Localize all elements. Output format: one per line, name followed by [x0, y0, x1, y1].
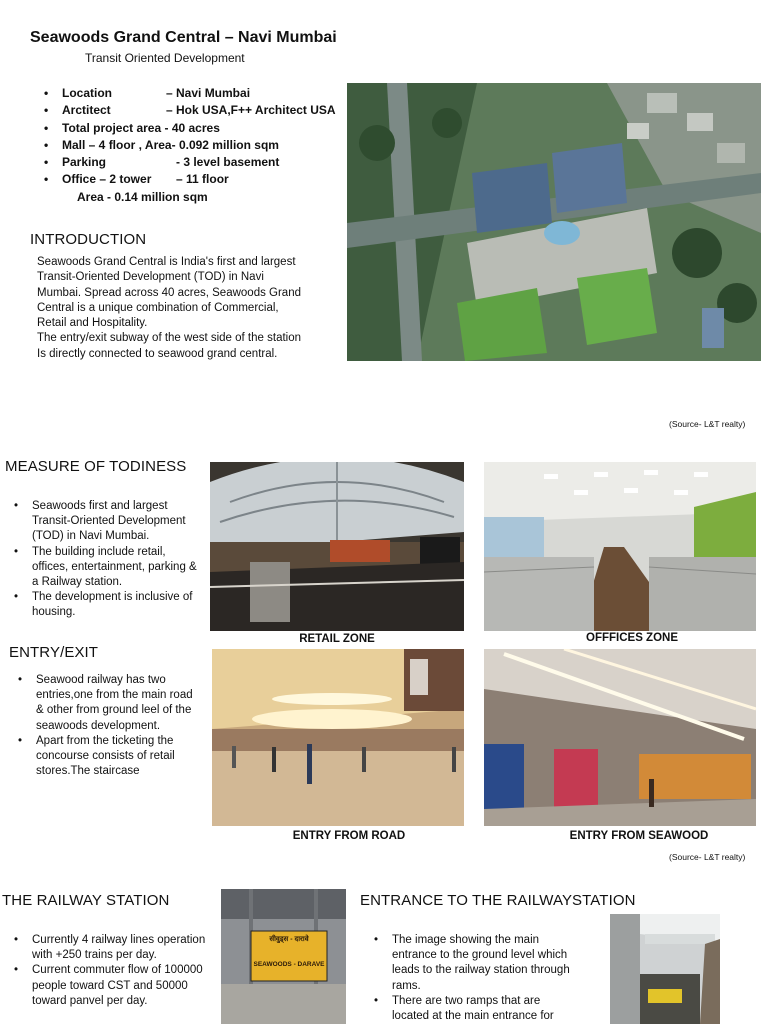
introduction-heading: INTRODUCTION	[30, 231, 147, 248]
intro-line: Mumbai. Spread across 40 acres, Seawoods Grand	[37, 286, 301, 299]
fact-value: – 11 floor	[176, 172, 229, 187]
fact-item	[44, 155, 336, 172]
fact-item	[44, 138, 336, 155]
intro-line: Transit-Oriented Development (TOD) in Navi	[37, 271, 264, 284]
sign-english-text: SEAWOODS - DARAVE	[253, 961, 325, 968]
fact-item	[44, 121, 336, 138]
fact-label: Office – 2 tower	[62, 172, 152, 187]
station-entrance-image	[610, 914, 720, 1024]
page-subtitle: Transit Oriented Development	[85, 51, 245, 65]
entry-exit-heading: ENTRY/EXIT	[9, 644, 99, 661]
offices-zone-image	[484, 462, 756, 631]
page-title: Seawoods Grand Central – Navi Mumbai	[30, 29, 337, 46]
fact-item	[44, 103, 336, 120]
aerial-render-image	[347, 83, 761, 361]
list-item: • Seawoods first and largest Transit-Oriented Development (TOD) in Navi Mumbai.	[14, 499, 200, 545]
caption-entry-from-seawood: ENTRY FROM SEAWOOD	[569, 830, 709, 842]
intro-line: The entry/exit subway of the west side of the station	[37, 332, 302, 345]
project-facts-list	[44, 86, 336, 207]
fact-item	[44, 190, 336, 207]
todiness-bullets	[14, 499, 200, 621]
railway-station-heading: THE RAILWAY STATION	[2, 892, 170, 909]
intro-line: Is directly connected to seawood grand central.	[37, 347, 278, 360]
intro-line: Central is a unique combination of Commercial,	[37, 301, 279, 314]
entry-exit-bullets	[18, 673, 198, 779]
fact-item	[44, 86, 336, 103]
fact-value: – Hok USA,F++ Architect USA	[166, 103, 336, 118]
intro-line: Seawoods Grand Central is India's first and largest	[37, 256, 296, 268]
caption-offices-zone: OFFFICES ZONE	[586, 632, 678, 644]
fact-value: – Navi Mumbai	[166, 86, 251, 100]
fact-item	[44, 172, 336, 189]
list-item: • Apart from the ticketing the concourse consists of retail stores.The staircase	[18, 734, 198, 780]
list-item: • Seawood railway has two entries,one from the main road & other from ground leel of the seawoods development.	[18, 673, 198, 734]
entry-from-seawood-image	[484, 649, 756, 826]
list-item: • The building include retail, offices, entertainment, parking & a Railway station.	[14, 545, 200, 591]
fact-value: - 3 level basement	[176, 155, 280, 170]
entry-from-road-image	[212, 649, 464, 826]
source-note: (Source- L&T realty)	[669, 419, 746, 429]
fact-value: 0.14 million sqm	[114, 189, 208, 204]
fact-label: Arctitect	[62, 103, 111, 118]
fact-label: Parking	[62, 155, 107, 170]
fact-value: 0.092 million sqm	[178, 137, 279, 152]
caption-retail-zone: RETAIL ZONE	[299, 633, 375, 645]
source-note: (Source- L&T realty)	[669, 852, 746, 862]
list-item: • Currently 4 railway lines operation with +250 trains per day.	[14, 933, 214, 963]
fact-value: 40 acres	[171, 120, 220, 135]
fact-label: Mall – 4 floor , Area-	[62, 137, 176, 152]
entrance-heading: ENTRANCE TO THE RAILWAYSTATION	[360, 892, 636, 909]
railway-station-bullets	[14, 933, 214, 1009]
list-item: • Current commuter flow of 100000 people toward CST and 50000 toward panvel per day.	[14, 963, 214, 1009]
fact-label: Area -	[77, 189, 112, 204]
todiness-heading: MEASURE OF TODINESS	[5, 458, 187, 475]
caption-entry-from-road: ENTRY FROM ROAD	[292, 830, 406, 842]
retail-zone-image	[210, 462, 464, 631]
introduction-text	[37, 255, 342, 362]
list-item: • There are two ramps that are located at the main entrance for	[374, 994, 579, 1024]
list-item: • The development is inclusive of housing.	[14, 590, 200, 620]
entrance-bullets	[374, 933, 579, 1024]
fact-label: Location	[62, 86, 112, 100]
station-sign-image	[221, 889, 346, 1024]
fact-label: Total project area -	[62, 120, 169, 135]
intro-line: Retail and Hospitality.	[37, 317, 148, 330]
list-item: • The image showing the main entrance to the ground level which leads to the railway station through rams.	[374, 933, 579, 994]
sign-hindi-text: सीवुड्स - दारावे	[269, 936, 309, 943]
